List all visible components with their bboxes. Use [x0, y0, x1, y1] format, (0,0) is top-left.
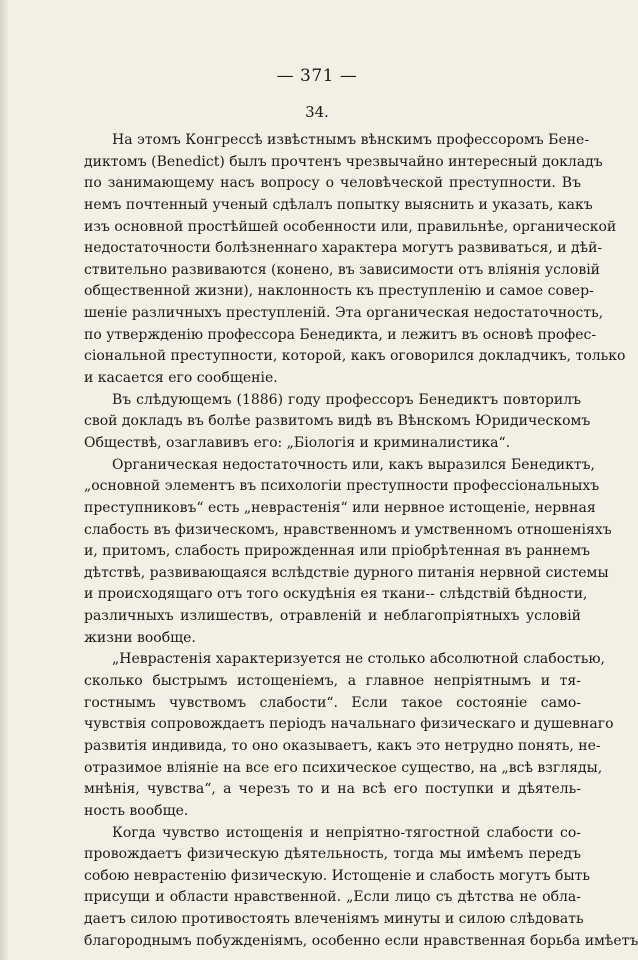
page-edge — [0, 0, 8, 960]
paragraph-4 — [84, 649, 614, 822]
text-line: дѣтствѣ, развивающаяся вслѣдствіе дурного питанія нервной системы — [84, 564, 609, 581]
text-line: Обществѣ, озаглавивъ его: „Біологія и криминалистика“. — [84, 434, 511, 451]
paragraph-1 — [84, 130, 626, 390]
text-line: преступниковъ“ есть „неврастенія“ или нервное истощеніе, нервная — [84, 499, 596, 516]
text-line: различныхъ излишествъ, отравленій и неблагопріятныхъ условій — [84, 608, 581, 625]
text-line: Органическая недостаточность или, какъ выразился Бенедиктъ, — [112, 456, 595, 473]
text-line: благороднымъ побужденіямъ, особенно если нравственная борьба имѣетъ — [84, 932, 638, 949]
section-number: 34. — [305, 103, 329, 121]
text-line: даетъ силою противостоять влеченіямъ минуты и силою слѣдовать — [84, 911, 584, 928]
text-line: ность вообще. — [84, 802, 189, 819]
text-line: свой докладъ въ болѣе развитомъ видѣ въ Вѣнскомъ Юридическомъ — [84, 413, 591, 430]
text-line: мнѣнія, чувства“, а черезъ то и на всѣ его поступки и дѣятель- — [84, 781, 581, 798]
text-line: ствительно развиваются (конено, въ зависимости отъ вліянія условій — [84, 261, 601, 278]
text-line: по утвержденію профессора Бенедикта, и лежитъ въ основѣ профес- — [84, 326, 597, 343]
page-number: — 371 — — [276, 66, 358, 86]
text-line: изъ основной простѣйшей особенности или, правильнѣе, органической — [84, 218, 617, 235]
text-line: недостаточности болѣзненнаго характера могутъ развиваться, и дѣй- — [84, 240, 603, 257]
text-line: „Неврастенія характеризуется не столько абсолютной слабостью, — [112, 651, 605, 668]
text-line: сіональной преступности, которой, какъ оговорился докладчикъ, только — [84, 348, 626, 365]
text-line: и, притомъ, слабость прирожденная или пріобрѣтенная въ раннемъ — [84, 543, 591, 560]
text-line: шеніе различныхъ преступленій. Эта органическая недостаточность, — [84, 305, 604, 322]
paragraph-5 — [84, 823, 638, 953]
text-line: присущи и области нравственной. „Если лицо съ дѣтства не обла- — [84, 889, 581, 906]
text-line: жизни вообще. — [84, 629, 196, 646]
text-line: чувствія сопровождаетъ періодъ начальнаго физическаго и душевнаго — [84, 716, 614, 733]
text-line: сколько быстрымъ истощеніемъ, а главное непріятнымъ и тя- — [84, 673, 581, 690]
text-line: немъ почтенный ученый сдѣлалъ попытку выяснить и указать, какъ — [84, 196, 593, 213]
text-line: провождаетъ физическую дѣятельность, тогда мы имѣемъ передъ — [84, 846, 581, 863]
text-line: и происходящаго отъ того оскудѣнія ея ткани-- слѣдствій бѣдности, — [84, 586, 588, 603]
text-line: и касается его сообщеніе. — [84, 370, 278, 387]
text-line: гостнымъ чувствомъ слабости“. Если такое состояніе само- — [84, 694, 581, 711]
text-line: по занимающему насъ вопросу о человѣческой преступности. Въ — [84, 175, 581, 192]
text-line: развитія индивида, то оно оказываетъ, какъ это нетрудно понять, не- — [84, 737, 601, 754]
text-line: На этомъ Конгрессѣ извѣстнымъ вѣнскимъ профессоромъ Бене- — [112, 132, 590, 148]
body-text — [84, 130, 638, 952]
text-line: Въ слѣдующемъ (1886) году профессоръ Бенедиктъ повторилъ — [112, 391, 581, 408]
text-line: слабость въ физическомъ, нравственномъ и умственномъ отношеніяхъ — [84, 521, 612, 538]
text-line: общественной жизни), наклонность къ преступленію и самое совер- — [84, 283, 594, 300]
text-line: „основной элементъ въ психологіи преступности профессіональныхъ — [84, 478, 600, 495]
text-line: отразимое вліяніе на все его психическое существо, на „всѣ взгляды, — [84, 759, 603, 776]
text-line: диктомъ (Benedict) былъ прочтенъ чрезвычайно интересный докладъ — [84, 153, 603, 170]
text-line: Когда чувство истощенія и непріятно-тягостной слабости со- — [112, 824, 581, 841]
paragraph-2 — [84, 390, 591, 455]
text-line: собою неврастенію физическую. Истощеніе и слабость могутъ быть — [84, 867, 590, 884]
paragraph-3 — [84, 455, 612, 650]
